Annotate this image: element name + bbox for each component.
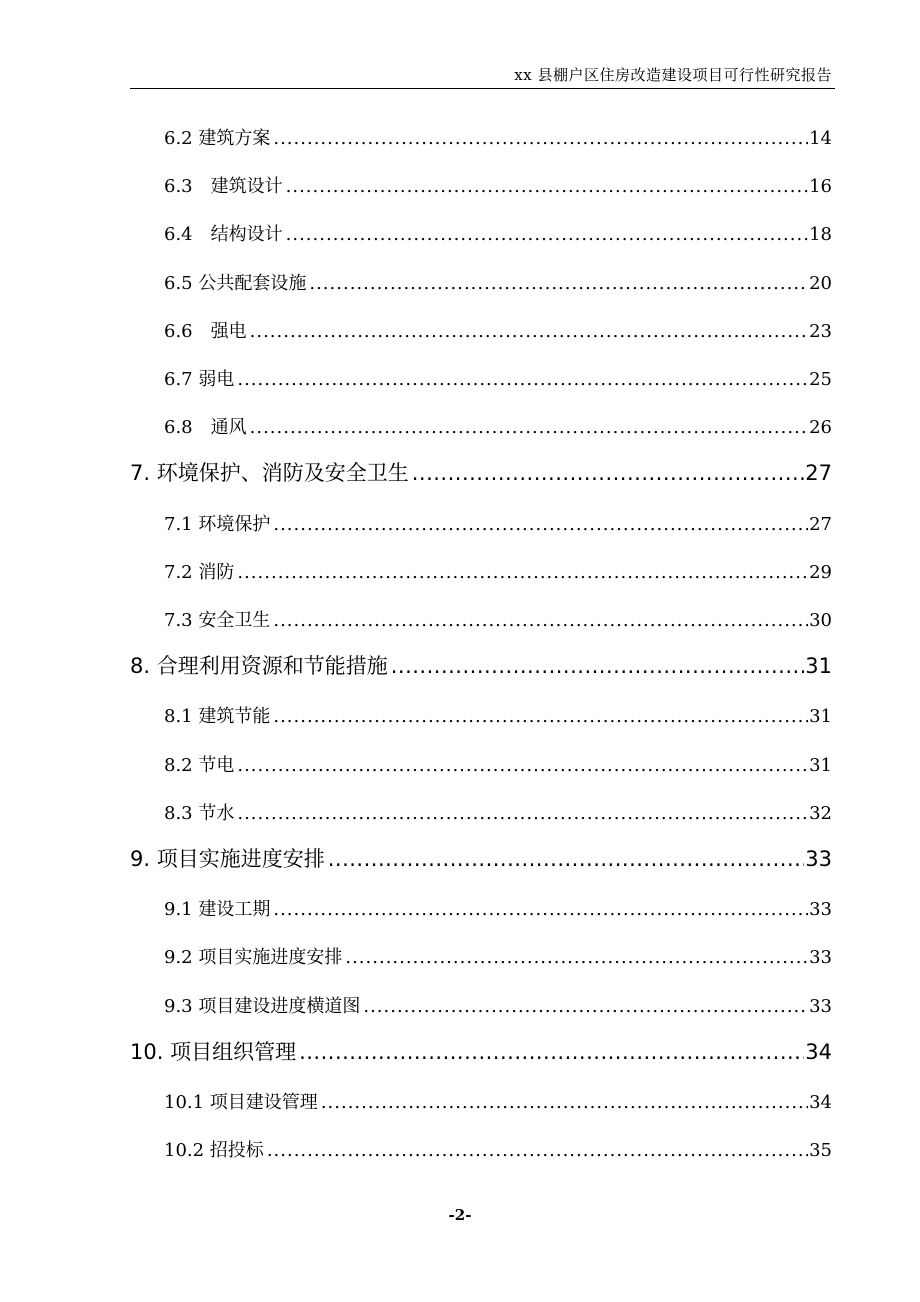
toc-entry-label: 6.2 建筑方案 — [164, 128, 271, 149]
toc-leader-dots — [345, 947, 808, 968]
toc-entry[interactable] — [164, 702, 832, 728]
toc-leader-dots — [412, 461, 805, 485]
toc-leader-dots — [286, 224, 808, 245]
toc-leader-dots — [273, 128, 808, 149]
toc-entry[interactable] — [164, 799, 832, 825]
toc-entry-page: 35 — [809, 1140, 832, 1162]
toc-leader-dots — [273, 610, 808, 631]
header-divider — [130, 88, 835, 89]
toc-entry[interactable] — [164, 317, 832, 343]
toc-chapter-entry[interactable] — [130, 457, 832, 487]
toc-entry-page: 27 — [805, 461, 832, 486]
toc-entry-page: 16 — [809, 176, 832, 198]
toc-entry-page: 31 — [809, 754, 832, 776]
toc-entry[interactable] — [164, 1136, 832, 1162]
toc-leader-dots — [237, 755, 808, 776]
toc-entry-label: 8. 合理利用资源和节能措施 — [130, 654, 388, 679]
toc-entry[interactable] — [164, 895, 832, 921]
toc-entry-label: 6.8 通风 — [164, 417, 247, 439]
toc-entry-label: 6.6 强电 — [164, 320, 247, 342]
toc-entry-page: 20 — [809, 272, 832, 294]
toc-entry-page: 34 — [809, 1092, 832, 1113]
toc-leader-dots — [391, 654, 805, 678]
toc-entry-page: 26 — [809, 417, 832, 439]
toc-entry[interactable] — [164, 269, 832, 295]
toc-entry-label: 10. 项目组织管理 — [130, 1039, 297, 1064]
toc-chapter-entry[interactable] — [130, 1036, 832, 1066]
toc-entry-label: 7.1 环境保护 — [164, 513, 271, 535]
toc-entry-label: 8.1 建筑节能 — [164, 706, 271, 728]
toc-leader-dots — [286, 176, 808, 197]
toc-entry[interactable] — [164, 751, 832, 777]
toc-entry-page: 33 — [809, 995, 832, 1017]
toc-entry-label: 6.7 弱电 — [164, 369, 235, 390]
toc-entry-page: 30 — [809, 610, 832, 631]
toc-entry-page: 34 — [805, 1039, 832, 1064]
toc-entry[interactable] — [164, 413, 832, 439]
toc-entry-page: 33 — [809, 947, 832, 969]
toc-entry-label: 7. 环境保护、消防及安全卫生 — [130, 461, 409, 486]
toc-entry[interactable] — [164, 992, 832, 1018]
toc-entry-page: 25 — [809, 369, 832, 390]
toc-leader-dots — [237, 562, 808, 583]
toc-entry-page: 31 — [809, 706, 832, 728]
toc-entry-page: 32 — [809, 802, 832, 824]
toc-leader-dots — [273, 899, 808, 920]
toc-leader-dots — [250, 321, 808, 342]
toc-entry-label: 9.3 项目建设进度横道图 — [164, 995, 361, 1017]
toc-entry-page: 31 — [805, 654, 832, 679]
page-number: -2- — [448, 1206, 472, 1224]
toc-entry[interactable] — [164, 124, 832, 150]
toc-entry-page: 18 — [809, 224, 832, 246]
toc-entry-page: 33 — [809, 899, 832, 921]
toc-leader-dots — [250, 417, 808, 438]
toc-entry-label: 6.4 结构设计 — [164, 224, 283, 246]
running-header-title: xx 县棚户区住房改造建设项目可行性研究报告 — [514, 66, 832, 84]
toc-entry[interactable] — [164, 220, 832, 246]
toc-entry-label: 9.1 建设工期 — [164, 899, 271, 921]
toc-leader-dots — [363, 996, 808, 1017]
table-of-contents — [0, 112, 920, 1172]
toc-entry-label: 9. 项目实施进度安排 — [130, 847, 325, 871]
toc-entry-label: 8.3 节水 — [164, 802, 235, 824]
toc-leader-dots — [267, 1140, 808, 1161]
toc-entry-page: 14 — [809, 128, 832, 149]
toc-leader-dots — [273, 514, 808, 535]
toc-leader-dots — [309, 273, 808, 294]
toc-leader-dots — [321, 1092, 808, 1113]
toc-leader-dots — [273, 706, 808, 727]
toc-entry[interactable] — [164, 172, 832, 198]
toc-leader-dots — [328, 847, 805, 871]
toc-entry-page: 33 — [805, 847, 832, 871]
toc-leader-dots — [237, 803, 808, 824]
toc-entry-page: 23 — [809, 320, 832, 342]
toc-entry[interactable] — [164, 510, 832, 536]
toc-leader-dots — [299, 1040, 804, 1064]
toc-entry-label: 7.2 消防 — [164, 561, 235, 583]
toc-entry-label: 7.3 安全卫生 — [164, 610, 271, 631]
toc-entry-label: 8.2 节电 — [164, 754, 235, 776]
toc-entry-page: 27 — [809, 513, 832, 535]
toc-entry[interactable] — [164, 943, 832, 969]
toc-entry-label: 6.3 建筑设计 — [164, 176, 283, 198]
toc-entry[interactable] — [164, 558, 832, 584]
toc-entry-label: 10.1 项目建设管理 — [164, 1092, 318, 1113]
toc-chapter-entry[interactable] — [130, 843, 832, 873]
toc-entry-label: 9.2 项目实施进度安排 — [164, 947, 343, 969]
toc-entry[interactable] — [164, 365, 832, 391]
toc-entry-label: 6.5 公共配套设施 — [164, 272, 307, 294]
toc-entry[interactable] — [164, 1088, 832, 1114]
toc-leader-dots — [237, 369, 808, 390]
toc-chapter-entry[interactable] — [130, 650, 832, 680]
toc-entry-label: 10.2 招投标 — [164, 1140, 264, 1162]
toc-entry[interactable] — [164, 606, 832, 632]
toc-entry-page: 29 — [809, 561, 832, 583]
